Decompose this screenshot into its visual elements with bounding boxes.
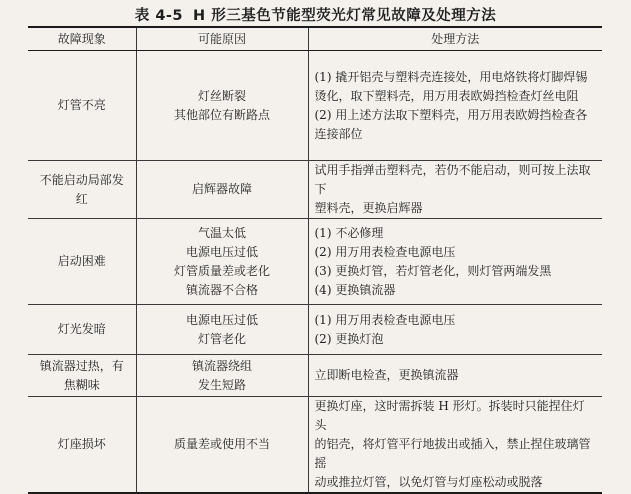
- method-text: (1) 撬开铝壳与塑料壳连接处，用电烙铁将灯脚焊锡: [314, 69, 588, 84]
- method-text: (1) 不必修理: [314, 225, 384, 240]
- method-text: (2) 用上述方法取下塑料壳，用万用表欧姆挡检查各: [314, 107, 588, 122]
- symptom-text: 灯座损坏: [57, 437, 106, 451]
- table-number: 表 4-5: [134, 8, 184, 24]
- symptom-text: 灯光发暗: [57, 322, 106, 336]
- method-cell: [308, 219, 602, 305]
- method-cell: [308, 51, 602, 161]
- cause-text: 灯管老化: [197, 331, 246, 346]
- fault-table: [28, 26, 602, 494]
- symptom-cell: [28, 397, 136, 494]
- cause-text: 镇流器不合格: [185, 282, 258, 297]
- symptom-text: 镇流器过热，有焦糊味: [39, 358, 124, 392]
- cause-text: 电源电压过低: [185, 244, 258, 259]
- method-text: 的铝壳，将灯管平行地拔出或插入，禁止捏住玻璃管摇: [314, 437, 591, 470]
- cause-cell: [136, 397, 308, 494]
- method-text: 塑料壳，更换启辉器: [314, 201, 423, 215]
- symptom-cell: [28, 355, 136, 397]
- method-text: (1) 用万用表检查电源电压: [314, 312, 456, 327]
- table-row: [28, 219, 602, 305]
- method-cell: [308, 305, 602, 355]
- method-cell: [308, 161, 602, 219]
- cause-cell: [136, 305, 308, 355]
- cause-text: 灯管质量差或老化: [173, 263, 270, 278]
- cause-text: 气温太低: [197, 225, 246, 240]
- cause-text: 镇流器绕组: [191, 358, 252, 373]
- method-text: (4) 更换镇流器: [314, 282, 396, 297]
- symptom-text: 不能启动局部发红: [39, 172, 124, 206]
- symptom-text: 灯管不亮: [57, 98, 106, 112]
- table-title: H 形三基色节能型荧光灯常见故障及处理方法: [193, 8, 497, 24]
- symptom-text: 启动困难: [57, 254, 106, 268]
- symptom-cell: [28, 51, 136, 161]
- cause-cell: [136, 219, 308, 305]
- method-text: 烫化，取下塑料壳，用万用表欧姆挡检查灯丝电阻: [314, 88, 579, 103]
- method-text: 动或推拉灯管，以免灯管与灯座松动或脱落: [314, 475, 543, 489]
- symptom-cell: [28, 305, 136, 355]
- header-method: 处理方法: [308, 27, 602, 51]
- table-row: [28, 305, 602, 355]
- method-text: 更换灯座，这时需拆装 H 形灯。拆装时只能捏住灯头: [314, 399, 585, 432]
- header-row: [28, 27, 602, 51]
- table-row: [28, 51, 602, 161]
- symptom-cell: [28, 161, 136, 219]
- method-text: 连接部位: [314, 126, 363, 141]
- cause-text: 发生短路: [197, 377, 246, 392]
- header-symptom: 故障现象: [28, 27, 136, 51]
- table-row: [28, 355, 602, 397]
- cause-text: 其他部位有断路点: [173, 107, 270, 122]
- method-cell: [308, 397, 602, 494]
- cause-text: 灯丝断裂: [197, 88, 246, 103]
- cause-cell: [136, 355, 308, 397]
- table-caption: [0, 4, 631, 25]
- cause-cell: [136, 161, 308, 219]
- symptom-cell: [28, 219, 136, 305]
- method-cell: [308, 355, 602, 397]
- cause-text: 启辉器故障: [191, 182, 252, 196]
- cause-text: 电源电压过低: [185, 312, 258, 327]
- method-text: (3) 更换灯管，若灯管老化，则灯管两端发黑: [314, 263, 552, 278]
- method-text: (2) 更换灯泡: [314, 331, 384, 346]
- cause-cell: [136, 51, 308, 161]
- method-text: (2) 用万用表检查电源电压: [314, 244, 456, 259]
- header-cause: 可能原因: [136, 27, 308, 51]
- cause-text: 质量差或使用不当: [173, 437, 270, 451]
- table-row: [28, 161, 602, 219]
- method-text: 立即断电检查，更换镇流器: [314, 368, 459, 382]
- table-row: [28, 397, 602, 494]
- method-text: 试用手指弹击塑料壳，若仍不能启动，则可按上法取下: [314, 163, 591, 196]
